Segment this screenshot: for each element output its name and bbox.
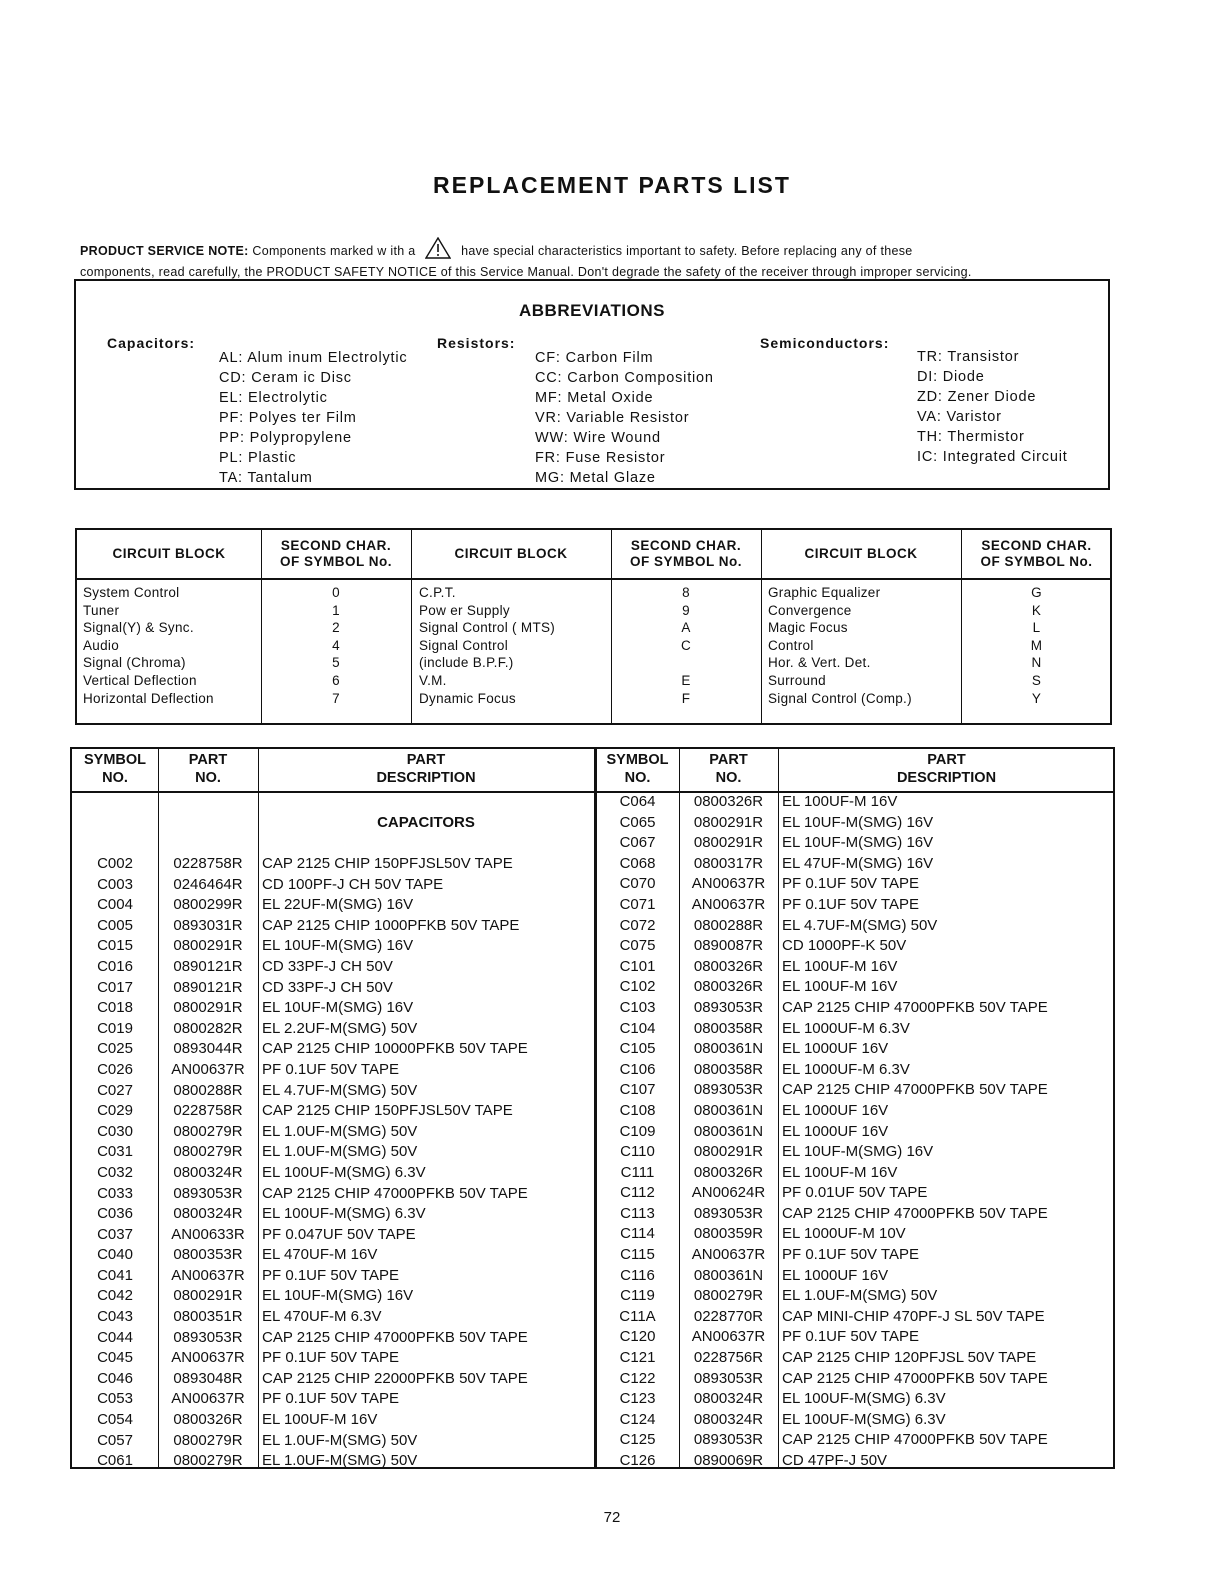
list-item: PF 0.1UF 50V TAPE [782,875,919,893]
list-item: MG: Metal Glaze [535,470,656,486]
capacitors-abbr-list [219,348,407,488]
list-item: CF: Carbon Film [535,350,654,366]
list-item: PF 0.047UF 50V TAPE [262,1225,416,1243]
list-item: C119 [620,1287,655,1305]
list-item: C.P.T. [419,585,456,600]
list-item: C108 [619,1101,656,1119]
list-item: PF 0.1UF 50V TAPE [782,1328,919,1346]
list-item: 1 [332,602,340,618]
list-item: 0800353R [173,1246,243,1264]
list-item: 0893048R [173,1369,243,1387]
list-item: EL 10UF-M(SMG) 16V [262,1287,414,1305]
list-item: C068 [619,854,656,872]
list-item: C109 [619,1122,656,1140]
list-item: C075 [619,937,656,955]
list-item: EL 100UF-M(SMG) 6.3V [782,1390,946,1408]
list-item: CAP MINI-CHIP 470PF-J SL 50V TAPE [782,1307,1045,1325]
list-item: Surround [768,672,826,688]
list-item: C126 [619,1452,656,1469]
list-item: 0800279R [693,1287,764,1305]
capacitors-section-title: CAPACITORS [377,814,475,831]
list-item: C107 [619,1081,656,1099]
list-item: C029 [97,1102,133,1120]
list-item: C064 [619,793,656,810]
list-item: CD 47PF-J 50V [782,1452,888,1469]
list-item: EL 10UF-M(SMG) 16V [782,813,934,831]
list-item: AN00637R [691,1246,766,1264]
list-item: (include B.P.F.) [419,655,514,671]
list-item: C101 [619,957,656,975]
list-item: 4 [332,637,340,653]
list-item: 0246464R [173,875,243,893]
list-item: 0893053R [693,1369,764,1387]
list-item: C030 [97,1122,133,1140]
right-part-no-column [679,792,778,1472]
list-item: 0800324R [693,1390,764,1408]
note-line-2: components, read carefully, the PRODUCT SAFETY NOTICE of this Service Manual. Don't degrade the safety of the receiver through improper servicing. [80,265,972,279]
list-item: Horizontal Deflection [83,690,214,706]
list-item: PF 0.1UF 50V TAPE [782,1246,919,1264]
list-item: DI: Diode [917,369,985,385]
list-item: 0800288R [693,916,764,934]
list-item: 0800291R [693,813,764,831]
list-item: CAP 2125 CHIP 10000PFKB 50V TAPE [262,1040,528,1058]
resistors-label: Resistors: [437,335,516,351]
list-item: 6 [332,672,340,688]
circuit-block-table [75,528,1112,725]
list-item: AN00637R [171,1060,245,1078]
list-item: ZD: Zener Diode [917,389,1037,405]
list-item: C121 [619,1349,656,1367]
circuit-block-chars-1 [261,584,411,707]
list-item: 0228770R [693,1307,764,1325]
list-item: EL 1000UF-M 10V [782,1225,906,1243]
list-item: PF 0.01UF 50V TAPE [782,1184,928,1202]
list-item: C102 [619,978,656,996]
header-part-no-left: PART NO. [188,752,228,786]
list-item: Magic Focus [768,620,848,636]
list-item: CAP 2125 CHIP 120PFJSL 50V TAPE [782,1349,1037,1367]
list-item: C115 [620,1246,655,1264]
list-item: EL 1000UF-M 6.3V [782,1060,910,1078]
list-item: CAP 2125 CHIP 47000PFKB 50V TAPE [782,998,1048,1016]
list-item: C044 [97,1328,133,1346]
list-item: Signal Control ( MTS) [419,620,556,636]
list-item: C004 [97,896,133,914]
list-item: 0800279R [173,1431,243,1449]
list-item: Pow er Supply [419,602,510,618]
left-symbol-column [72,854,158,1472]
list-item: 0893053R [173,1184,243,1202]
circuit-block-names-2 [419,584,609,707]
list-item: PF 0.1UF 50V TAPE [262,1060,399,1078]
list-item: EL 100UF-M 16V [782,978,898,996]
list-item: 0800291R [173,937,243,955]
semiconductors-label: Semiconductors: [760,335,890,351]
list-item: 0800361N [693,1122,764,1140]
header-part-description-right: PART DESCRIPTION [896,752,997,786]
list-item: AN00637R [691,895,766,913]
page-number: 72 [603,1509,621,1526]
list-item: EL 100UF-M(SMG) 6.3V [262,1205,426,1223]
list-item: AN00637R [691,1328,766,1346]
list-item: C040 [97,1246,133,1264]
list-item: 0893031R [173,916,243,934]
list-item [611,654,761,672]
list-item: C036 [97,1205,133,1223]
list-item: C111 [620,1163,655,1181]
list-item: C112 [620,1184,655,1202]
list-item: System Control [83,585,180,600]
list-item: F [681,690,691,706]
list-item: 0 [332,585,340,600]
note-label: PRODUCT SERVICE NOTE: [80,244,249,258]
list-item: K [1031,602,1042,618]
list-item: C025 [97,1040,133,1058]
warning-triangle-icon [425,237,451,264]
list-item: Tuner [83,602,120,618]
list-item: CAP 2125 CHIP 47000PFKB 50V TAPE [782,1431,1048,1449]
list-item: 0800326R [173,1411,243,1429]
list-item: C041 [97,1266,133,1284]
header-circuit-block-3: CIRCUIT BLOCK [804,546,918,561]
list-item: EL 1000UF 16V [782,1040,889,1058]
list-item: 8 [682,585,690,600]
list-item: 0800351R [173,1308,243,1326]
list-item: EL 4.7UF-M(SMG) 50V [262,1081,418,1099]
list-item: EL 1000UF 16V [782,1266,889,1284]
header-symbol-no-right: SYMBOL NO. [606,752,669,786]
list-item: C072 [619,916,656,934]
list-item: C005 [97,916,133,934]
list-item: 5 [332,655,340,671]
list-item: 0800361N [693,1040,764,1058]
header-symbol-no-left: SYMBOL NO. [83,752,147,786]
list-item: 0800359R [693,1225,764,1243]
list-item: 0800326R [693,793,764,810]
left-part-no-column [158,854,258,1472]
list-item: AL: Alum inum Electrolytic [219,350,408,366]
list-item: C002 [97,855,133,872]
list-item: CAP 2125 CHIP 47000PFKB 50V TAPE [782,1369,1048,1387]
list-item: 0800326R [693,978,764,996]
list-item: AN00637R [171,1390,245,1408]
circuit-block-chars-3 [961,584,1112,707]
list-item: CD 100PF-J CH 50V TAPE [262,875,444,893]
list-item: CAP 2125 CHIP 47000PFKB 50V TAPE [262,1184,528,1202]
header-circuit-block-1: CIRCUIT BLOCK [112,546,226,561]
list-item: 0800358R [693,1060,764,1078]
header-second-char-3: SECOND CHAR. OF SYMBOL No. [980,538,1093,569]
list-item: Signal (Chroma) [83,655,186,671]
list-item: AN00637R [171,1266,245,1284]
list-item: TA: Tantalum [219,470,313,486]
page-title: REPLACEMENT PARTS LIST [433,172,791,198]
list-item: 2 [332,620,340,636]
list-item: CAP 2125 CHIP 47000PFKB 50V TAPE [782,1081,1048,1099]
note-text-before: Components marked w ith a [252,244,416,258]
note-text-after: have special characteristics important to safety. Before replacing any of these [461,244,913,258]
list-item: 0800291R [693,1143,764,1161]
list-item: 0800291R [173,1287,243,1305]
list-item: FR: Fuse Resistor [535,450,666,466]
list-item: 0800324R [693,1410,764,1428]
list-item: G [1031,585,1042,600]
list-item: EL 100UF-M 16V [782,957,898,975]
list-item: 0800279R [173,1452,243,1470]
list-item: EL 100UF-M(SMG) 6.3V [782,1410,946,1428]
list-item: AN00624R [691,1184,766,1202]
list-item: EL 10UF-M(SMG) 16V [782,1143,934,1161]
list-item: EL 470UF-M 6.3V [262,1308,382,1326]
list-item: 0800324R [173,1163,243,1181]
abbreviations-title: ABBREVIATIONS [519,301,665,320]
list-item: Convergence [768,602,852,618]
left-description-column [262,854,592,1472]
list-item: C017 [97,978,133,996]
list-item: C031 [97,1143,133,1161]
list-item: CD 33PF-J CH 50V [262,978,393,996]
list-item: Signal Control (Comp.) [768,690,912,706]
list-item: CC: Carbon Composition [535,370,714,386]
list-item: 0893053R [173,1328,243,1346]
circuit-block-chars-2 [611,584,761,707]
list-item: C125 [619,1431,656,1449]
header-second-char-1: SECOND CHAR. OF SYMBOL No. [279,538,392,569]
list-item: EL: Electrolytic [219,390,328,406]
list-item: CAP 2125 CHIP 22000PFKB 50V TAPE [262,1369,528,1387]
list-item: 0800361N [693,1101,764,1119]
list-item: C057 [97,1431,133,1449]
list-item: EL 47UF-M(SMG) 16V [782,854,934,872]
list-item: AN00633R [171,1225,245,1243]
list-item: C018 [97,999,133,1017]
list-item: PF 0.1UF 50V TAPE [262,1390,399,1408]
list-item: C114 [620,1225,655,1243]
list-item: CD 33PF-J CH 50V [262,957,393,975]
list-item: VR: Variable Resistor [535,410,690,426]
right-symbol-column [596,792,679,1472]
list-item: 0800326R [693,957,764,975]
list-item: EL 10UF-M(SMG) 16V [262,937,414,955]
list-item: C116 [620,1266,655,1284]
list-item: Dynamic Focus [419,690,516,706]
list-item: C043 [97,1308,133,1326]
list-item: C104 [619,1019,656,1037]
circuit-block-names-1 [83,584,259,707]
list-item: 0800282R [173,1019,243,1037]
list-item: 7 [332,690,340,706]
list-item: C037 [97,1225,133,1243]
list-item: C027 [97,1081,133,1099]
list-item: Vertical Deflection [83,672,197,688]
list-item: EL 100UF-M 16V [262,1411,378,1429]
product-service-note [80,237,1140,281]
list-item: Audio [83,637,120,653]
resistors-abbr-list [535,348,714,488]
list-item: EL 100UF-M(SMG) 6.3V [262,1163,426,1181]
list-item: 0800291R [693,834,764,852]
list-item: 0890121R [173,957,243,975]
list-item: 0890069R [693,1452,764,1469]
list-item: PF 0.1UF 50V TAPE [782,895,919,913]
list-item: PF 0.1UF 50V TAPE [262,1349,399,1367]
list-item: C11A [619,1307,656,1325]
list-item: EL 100UF-M 16V [782,1163,898,1181]
list-item: C067 [619,834,656,852]
list-item: 0800288R [173,1081,243,1099]
list-item: CD: Ceram ic Disc [219,370,352,386]
list-item: CD 1000PF-K 50V [782,937,907,955]
list-item: C015 [97,937,133,955]
list-item: PF: Polyes ter Film [219,410,357,426]
capacitors-label: Capacitors: [107,335,196,351]
list-item: C070 [619,875,656,893]
list-item: VA: Varistor [917,409,1002,425]
list-item: EL 1.0UF-M(SMG) 50V [262,1431,418,1449]
list-item: 0800361N [693,1266,764,1284]
list-item: Signal(Y) & Sync. [83,620,194,636]
list-item: 0890087R [693,937,764,955]
list-item: CAP 2125 CHIP 47000PFKB 50V TAPE [262,1328,528,1346]
list-item: EL 1.0UF-M(SMG) 50V [782,1287,938,1305]
list-item: C071 [619,895,656,913]
list-item: 0228758R [173,855,243,872]
list-item: 0893053R [693,1081,764,1099]
list-item: EL 2.2UF-M(SMG) 50V [262,1019,418,1037]
list-item: Control [768,637,814,653]
list-item: C105 [619,1040,656,1058]
list-item: C110 [620,1143,655,1161]
list-item: EL 100UF-M 16V [782,793,898,810]
list-item: C103 [619,998,656,1016]
list-item: C123 [619,1390,656,1408]
list-item: C026 [97,1060,133,1078]
list-item: TH: Thermistor [917,429,1025,445]
list-item: PP: Polypropylene [219,430,352,446]
list-item: PF 0.1UF 50V TAPE [262,1266,399,1284]
list-item: A [681,620,691,636]
list-item: 0800291R [173,999,243,1017]
list-item: C016 [97,957,133,975]
list-item: CAP 2125 CHIP 1000PFKB 50V TAPE [262,916,520,934]
list-item: EL 1000UF 16V [782,1122,889,1140]
header-part-no-right: PART NO. [709,752,748,786]
abbreviations-box [74,279,1110,490]
list-item: C065 [619,813,656,831]
list-item: C [680,637,692,653]
list-item: TR: Transistor [917,349,1020,365]
list-item: AN00637R [691,875,766,893]
list-item: EL 1.0UF-M(SMG) 50V [262,1143,418,1161]
right-description-column [782,792,1114,1472]
list-item: C042 [97,1287,133,1305]
list-item: 0800299R [173,896,243,914]
list-item: CAP 2125 CHIP 150PFJSL50V TAPE [262,855,513,872]
list-item: C045 [97,1349,133,1367]
list-item: V.M. [419,672,447,688]
list-item: EL 22UF-M(SMG) 16V [262,896,414,914]
list-item: 0228758R [173,1102,243,1120]
list-item: C033 [97,1184,133,1202]
list-item: 0890121R [173,978,243,996]
list-item: Hor. & Vert. Det. [768,655,871,671]
list-item: L [1032,620,1041,636]
list-item: EL 1.0UF-M(SMG) 50V [262,1122,418,1140]
list-item: C053 [97,1390,133,1408]
list-item: C032 [97,1163,133,1181]
list-item: 9 [682,602,690,618]
list-item: CAP 2125 CHIP 47000PFKB 50V TAPE [782,1204,1048,1222]
list-item: PL: Plastic [219,450,297,466]
list-item: C124 [619,1410,656,1428]
list-item: EL 1.0UF-M(SMG) 50V [262,1452,418,1470]
list-item: C113 [620,1204,655,1222]
list-item: 0893053R [693,998,764,1016]
list-item: 0893044R [173,1040,243,1058]
list-item: 0800279R [173,1143,243,1161]
list-item: Signal Control [419,637,508,653]
list-item: C120 [619,1328,656,1346]
list-item: 0800324R [173,1205,243,1223]
list-item: C061 [97,1452,133,1470]
list-item: EL 10UF-M(SMG) 16V [782,834,934,852]
parts-table [70,747,1115,1469]
list-item: 0800326R [693,1163,764,1181]
list-item: EL 470UF-M 16V [262,1246,378,1264]
list-item: 0800279R [173,1122,243,1140]
list-item: 0893053R [693,1204,764,1222]
list-item: 0893053R [693,1431,764,1449]
list-item: C046 [97,1369,133,1387]
list-item: C003 [97,875,133,893]
header-part-description-left: PART DESCRIPTION [376,752,476,786]
list-item: C122 [619,1369,656,1387]
list-item: Y [1031,690,1042,706]
list-item: EL 1000UF-M 6.3V [782,1019,910,1037]
list-item: N [1031,655,1042,671]
semiconductors-abbr-list [917,347,1068,467]
list-item: CAP 2125 CHIP 150PFJSL50V TAPE [262,1102,513,1120]
list-item: E [681,672,691,688]
list-item: C106 [619,1060,656,1078]
list-item: C019 [97,1019,133,1037]
list-item: IC: Integrated Circuit [917,449,1068,465]
list-item: C054 [97,1411,133,1429]
list-item: S [1031,672,1042,688]
list-item: 0228756R [693,1349,764,1367]
list-item: EL 1000UF 16V [782,1101,889,1119]
list-item: MF: Metal Oxide [535,390,654,406]
list-item: AN00637R [171,1349,245,1367]
list-item: M [1030,637,1043,653]
list-item: 0800317R [693,854,764,872]
list-item: Graphic Equalizer [768,585,881,600]
list-item: EL 4.7UF-M(SMG) 50V [782,916,938,934]
list-item: EL 10UF-M(SMG) 16V [262,999,414,1017]
header-circuit-block-2: CIRCUIT BLOCK [454,546,568,561]
header-second-char-2: SECOND CHAR. OF SYMBOL No. [629,538,742,569]
list-item: WW: Wire Wound [535,430,661,446]
circuit-block-names-3 [768,584,958,707]
list-item: 0800358R [693,1019,764,1037]
